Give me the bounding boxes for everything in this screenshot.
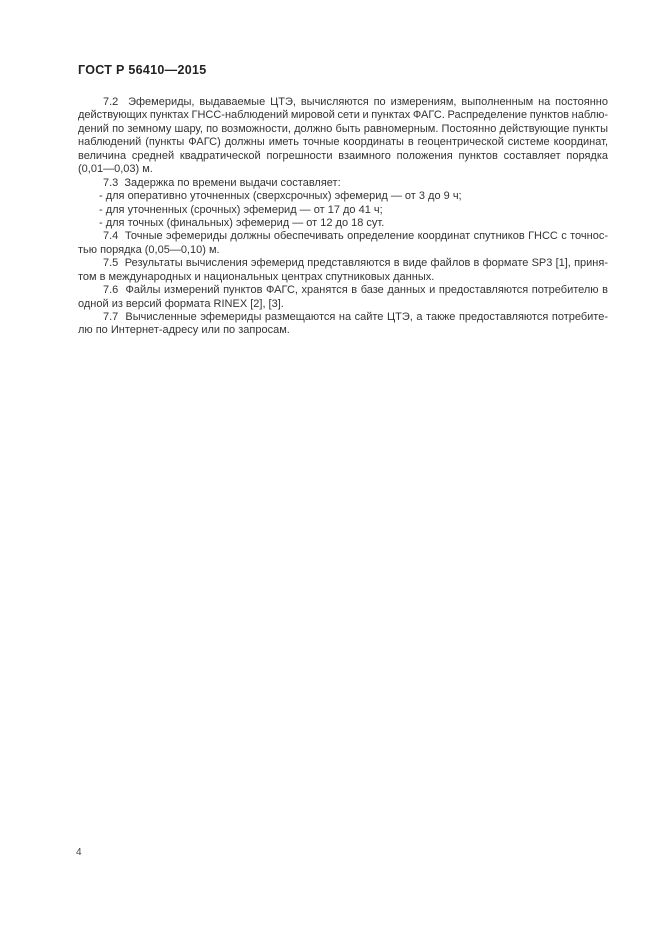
- paragraph-line: 7.7 Вычисленные эфемериды размещаются на сайте ЦТЭ, а также предоставляются потребите-: [103, 311, 608, 323]
- paragraph-line: - для оперативно уточненных (сверхсрочных) эфемерид — от 3 до 9 ч;: [99, 190, 462, 203]
- paragraph-line: одной из версий формата RINEX [2], [3].: [78, 297, 284, 310]
- paragraph-line: лю по Интернет-адресу или по запросам.: [78, 324, 290, 337]
- paragraph-line: 7.4 Точные эфемериды должны обеспечивать определение координат спутников ГНСС с точнос-: [103, 230, 608, 243]
- page-number: 4: [76, 847, 82, 858]
- paragraph-line: действующих пунктах ГНСС-наблюдений мировой сети и пунктах ФАГС. Распределение пунктов наблю-: [78, 109, 608, 122]
- document-body: [78, 96, 608, 338]
- paragraph-line: 7.6 Файлы измерений пунктов ФАГС, хранятся в базе данных и предоставляются потребителю в: [103, 284, 608, 297]
- paragraph-line: (0,01—0,03) м.: [78, 163, 153, 176]
- paragraph-line: 7.5 Результаты вычисления эфемерид представляются в виде файлов в формате SP3 [1], приня-: [103, 257, 608, 270]
- paragraph-line: - для точных (финальных) эфемерид — от 12 до 18 сут.: [99, 216, 385, 229]
- paragraph-line: тью порядка (0,05—0,10) м.: [78, 243, 220, 256]
- paragraph-line: том в международных и национальных центрах спутниковых данных.: [78, 270, 435, 283]
- paragraph-line: величина средней квадратической погрешности взаимного положения пунктов составляет порядка: [78, 149, 608, 162]
- paragraph-line: наблюдений (пункты ФАГС) должны иметь точные координаты в геоцентрической системе координат,: [78, 136, 608, 149]
- paragraph-line: 7.3 Задержка по времени выдачи составляет:: [103, 176, 341, 189]
- paragraph-line: 7.2 Эфемериды, выдаваемые ЦТЭ, вычисляются по измерениям, выполненным на постоянно: [103, 96, 608, 108]
- paragraph-line: дений по земному шару, по возможности, должно быть равномерным. Постоянно действующие пункты: [78, 122, 608, 135]
- paragraph-line: - для уточненных (срочных) эфемерид — от 17 до 41 ч;: [99, 203, 383, 216]
- document-header: ГОСТ Р 56410—2015: [78, 63, 207, 77]
